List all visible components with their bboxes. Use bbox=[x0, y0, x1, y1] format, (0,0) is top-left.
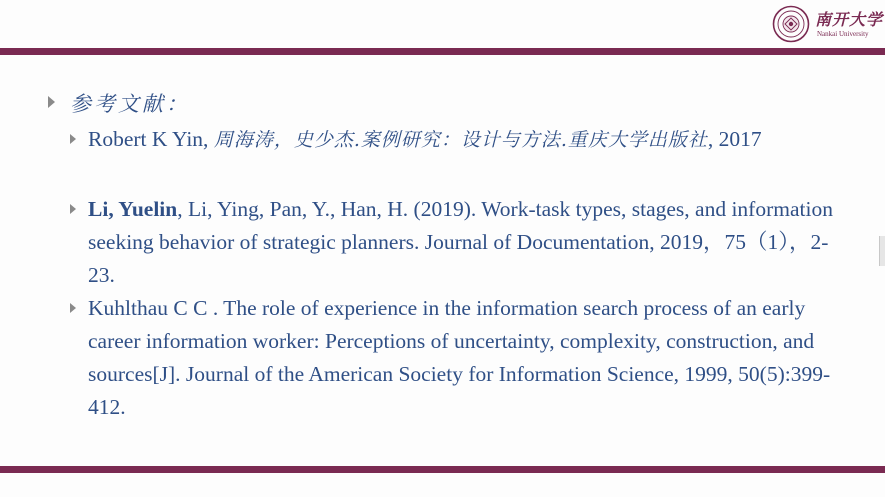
university-name-en: Nankai University bbox=[817, 30, 869, 38]
header-divider bbox=[0, 48, 885, 55]
triangle-bullet-icon bbox=[70, 134, 76, 144]
references-heading: 参考文献： bbox=[70, 92, 190, 116]
triangle-bullet-icon bbox=[70, 204, 76, 214]
reference-item-1 bbox=[88, 123, 848, 157]
reference-1-year: , 2017 bbox=[707, 127, 762, 151]
reference-1-authors: Robert K Yin, bbox=[88, 127, 214, 151]
reference-3-citation: Kuhlthau C C . The role of experience in the information search process of an early career information worker: Perceptions of uncertainty, complexity, construction, and sources[J]. Journal of the American Society for Information Science, 1999, 50(5):399-412. bbox=[88, 296, 831, 419]
reference-item-3 bbox=[88, 292, 848, 424]
university-name-cn: 南开大学 bbox=[815, 10, 884, 29]
references-heading-row bbox=[48, 88, 190, 118]
university-seal-icon bbox=[772, 5, 810, 43]
reference-1-title-cn: 周海涛，史少杰.案例研究：设计与方法.重庆大学出版社 bbox=[213, 129, 708, 151]
reference-item-2 bbox=[88, 193, 848, 292]
reference-2-citation: , Li, Ying, Pan, Y., Han, H. (2019). Work-task types, stages, and information seeking behavior of strategic planners. Journal of Documentation, 2019，75（1），2-23. bbox=[88, 197, 833, 287]
side-scroll-handle[interactable] bbox=[879, 236, 885, 266]
footer-divider bbox=[0, 466, 885, 473]
reference-2-lead-author: Li, Yuelin bbox=[88, 197, 178, 221]
triangle-bullet-icon bbox=[70, 303, 76, 313]
triangle-bullet-icon bbox=[48, 96, 55, 108]
university-logo bbox=[772, 5, 884, 45]
